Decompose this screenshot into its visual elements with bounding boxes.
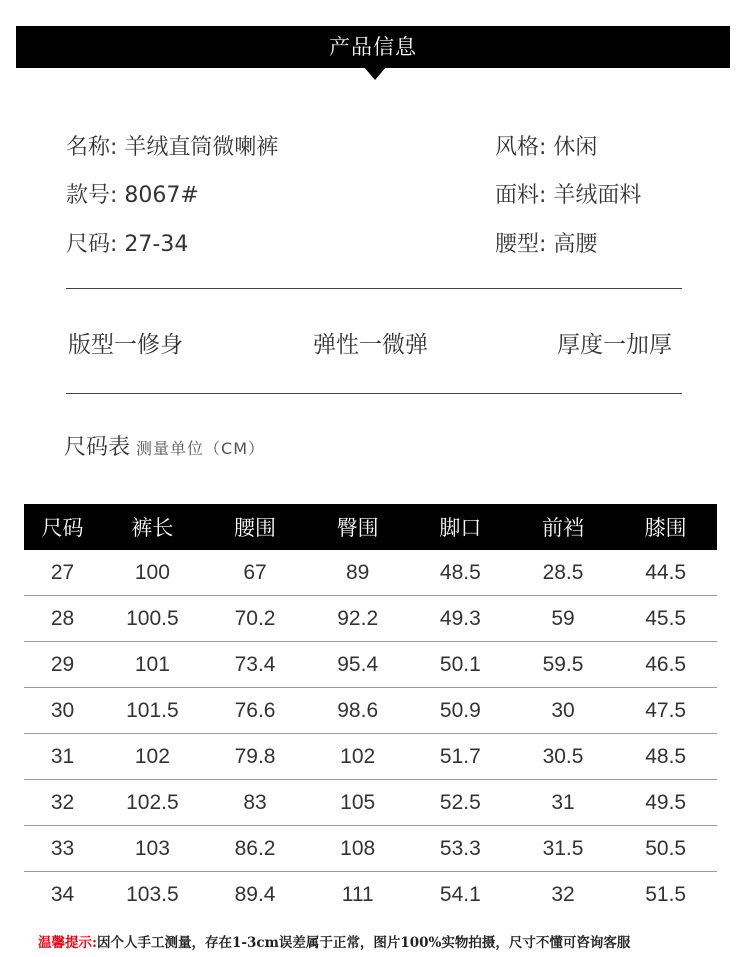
- info-name-value: 羊绒直筒微喇裤: [124, 135, 279, 160]
- table-cell: 102: [306, 734, 409, 780]
- table-cell: 101: [101, 642, 204, 688]
- table-cell: 51.5: [645, 882, 687, 906]
- table-cell: 108: [306, 826, 409, 872]
- table-cell: 28: [24, 596, 101, 642]
- table-row: [24, 596, 717, 642]
- info-waist-type-value: 高腰: [553, 232, 598, 257]
- table-cell: 103.5: [126, 882, 179, 906]
- column-header-waist: 腰围: [204, 504, 307, 550]
- info-size-value: 27-34: [124, 232, 189, 257]
- table-cell: 100: [101, 550, 204, 596]
- info-size-label: 尺码:: [66, 232, 118, 257]
- table-cell: 45.5: [614, 596, 717, 642]
- table-cell: 102.5: [101, 780, 204, 826]
- info-waist-type: [495, 227, 597, 258]
- table-row: [24, 642, 717, 688]
- size-table-header-row: [24, 504, 717, 550]
- table-row: [24, 826, 717, 872]
- size-chart-title: 尺码表: [64, 435, 131, 460]
- info-model-label: 款号:: [66, 183, 118, 208]
- table-cell: 49.5: [614, 780, 717, 826]
- info-style: [495, 130, 597, 161]
- table-cell: 100.5: [101, 596, 204, 642]
- info-fabric-label: 面料:: [495, 183, 547, 208]
- info-fabric-value: 羊绒面料: [553, 183, 642, 208]
- table-cell: 50.1: [409, 642, 512, 688]
- table-cell: 49.3: [409, 596, 512, 642]
- table-row: [24, 550, 717, 596]
- size-table: [24, 504, 717, 917]
- info-size: [66, 227, 188, 258]
- table-cell: 31: [24, 734, 101, 780]
- table-row: [24, 734, 717, 780]
- table-cell: 105: [306, 780, 409, 826]
- table-cell: 73.4: [204, 642, 307, 688]
- header-bar: [16, 26, 730, 68]
- info-model: [66, 178, 199, 209]
- table-cell: 76.6: [204, 688, 307, 734]
- table-cell: 101.5: [101, 688, 204, 734]
- info-fabric: [495, 178, 641, 209]
- info-model-value: 8067#: [124, 183, 199, 208]
- table-cell: 31.5: [512, 826, 615, 872]
- column-header-size: 尺码: [24, 504, 101, 550]
- table-cell: 31: [512, 780, 615, 826]
- table-cell: 30: [512, 688, 615, 734]
- info-style-label: 风格:: [495, 135, 547, 160]
- size-chart-unit-note: 测量单位（CM）: [136, 439, 265, 458]
- table-cell: 102: [101, 734, 204, 780]
- table-cell: 32: [24, 780, 101, 826]
- table-cell: 28.5: [512, 550, 615, 596]
- divider-top: [66, 288, 682, 289]
- warm-tip-text: 因个人手工测量，存在1-3cm误差属于正常，图片100%实物拍摄，尺寸不懂可咨询客服: [96, 935, 631, 951]
- info-name-label: 名称:: [66, 135, 118, 160]
- info-name: [66, 130, 278, 161]
- info-style-value: 休闲: [553, 135, 598, 160]
- column-header-knee: 膝围: [614, 504, 717, 550]
- table-cell: 111: [341, 882, 374, 906]
- table-cell: 51.7: [409, 734, 512, 780]
- table-cell: 30.5: [512, 734, 615, 780]
- table-cell: 50.5: [614, 826, 717, 872]
- table-cell: 98.6: [306, 688, 409, 734]
- table-cell: 95.4: [306, 642, 409, 688]
- feature-fit: 版型一修身: [68, 332, 183, 358]
- column-header-hem: 脚口: [409, 504, 512, 550]
- table-cell: 34: [50, 882, 75, 906]
- header-title: 产品信息: [329, 35, 417, 59]
- table-cell: 29: [24, 642, 101, 688]
- column-header-length: 裤长: [101, 504, 204, 550]
- table-cell: 53.3: [409, 826, 512, 872]
- table-cell: 48.5: [409, 550, 512, 596]
- table-cell: 44.5: [614, 550, 717, 596]
- table-cell: 30: [24, 688, 101, 734]
- table-cell: 86.2: [204, 826, 307, 872]
- table-cell: 32: [551, 882, 575, 906]
- table-row: [24, 872, 717, 918]
- table-cell: 103: [101, 826, 204, 872]
- table-cell: 67: [204, 550, 307, 596]
- table-cell: 89: [306, 550, 409, 596]
- feature-elasticity: 弹性一微弹: [313, 332, 428, 358]
- table-cell: 33: [24, 826, 101, 872]
- feature-thickness: 厚度一加厚: [557, 332, 672, 358]
- table-cell: 59.5: [512, 642, 615, 688]
- size-chart-heading: [64, 430, 265, 461]
- divider-bottom: [66, 393, 682, 394]
- header-notch: [364, 67, 386, 80]
- table-cell: 54.1: [439, 882, 481, 906]
- table-cell: 79.8: [204, 734, 307, 780]
- table-row: [24, 780, 717, 826]
- table-cell: 52.5: [409, 780, 512, 826]
- table-cell: 89.4: [234, 882, 276, 906]
- column-header-hip: 臀围: [306, 504, 409, 550]
- table-row: [24, 688, 717, 734]
- table-cell: 46.5: [614, 642, 717, 688]
- table-cell: 27: [24, 550, 101, 596]
- table-cell: 48.5: [614, 734, 717, 780]
- table-cell: 47.5: [614, 688, 717, 734]
- column-header-front-rise: 前裆: [512, 504, 615, 550]
- warm-tip-label: 温馨提示:: [38, 935, 97, 951]
- table-cell: 83: [204, 780, 307, 826]
- table-cell: 70.2: [204, 596, 307, 642]
- table-cell: 59: [512, 596, 615, 642]
- info-waist-type-label: 腰型:: [495, 232, 547, 257]
- warm-tip: [38, 931, 630, 951]
- table-cell: 50.9: [409, 688, 512, 734]
- table-cell: 92.2: [306, 596, 409, 642]
